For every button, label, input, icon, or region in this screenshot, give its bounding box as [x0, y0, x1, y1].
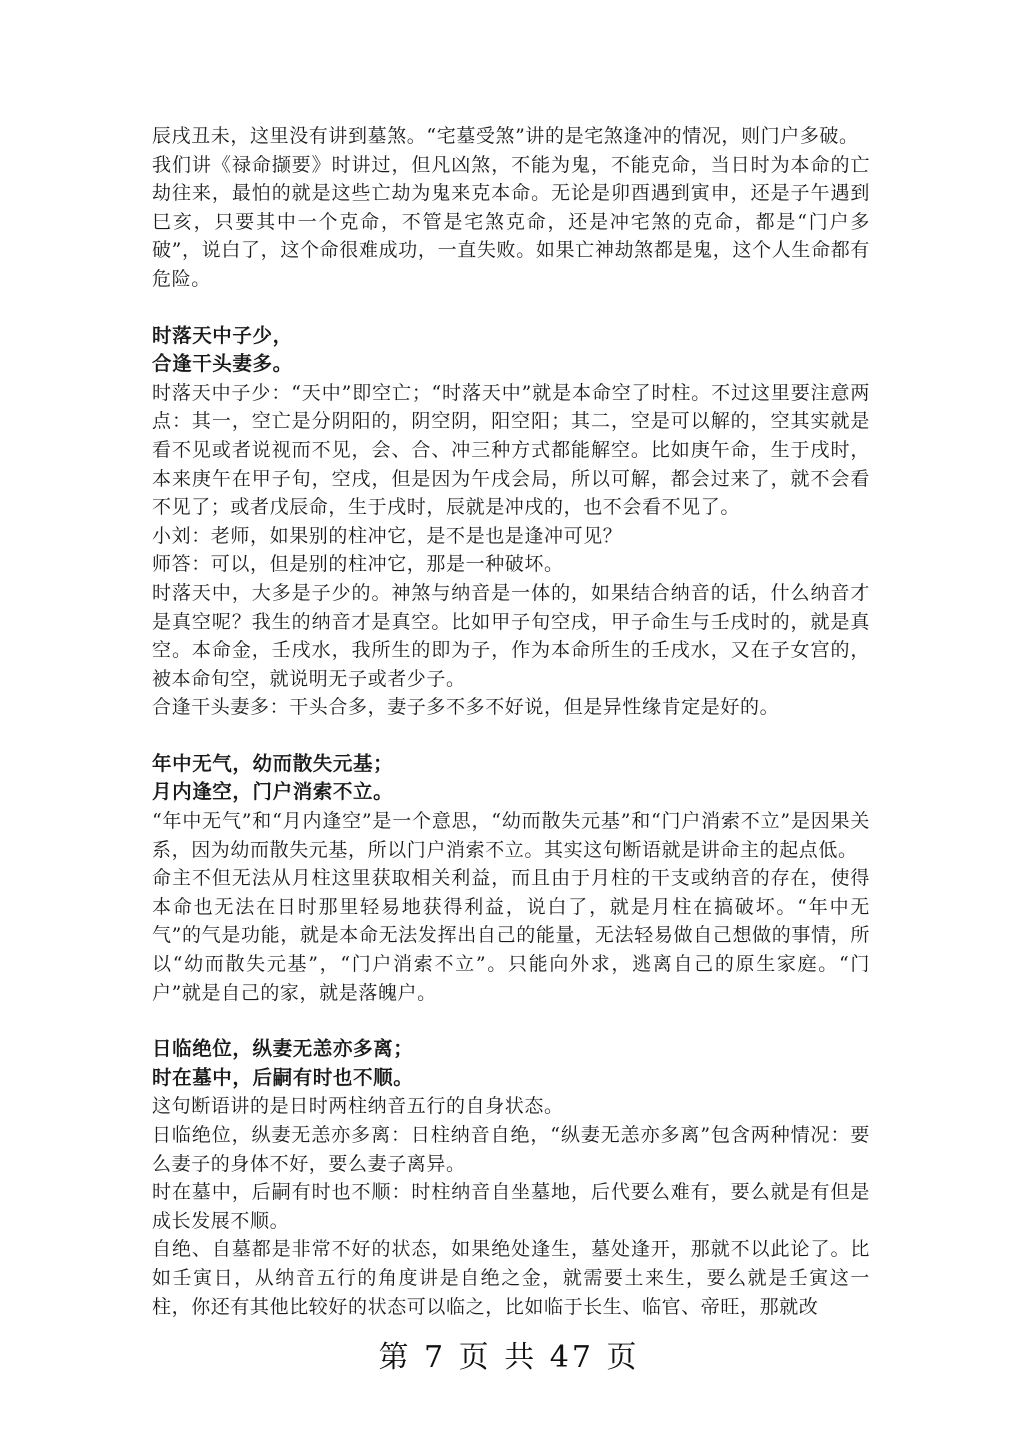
section-heading: 年中无气，幼而散失元基； [152, 751, 394, 775]
paragraph: 合逢干头妻多：干头合多，妻子多不多不好说，但是异性缘肯定是好的。 [152, 696, 780, 719]
paragraph: 时落天中子少：“天中”即空亡；“时落天中”就是本命空了时柱。不过这里要注意两点：其一，空亡是分阴阳的，阴空阴，阳空阳；其二，空是可以解的，空其实就是看不见或者说视而不见，会、合、冲三种方式都能解空。比如庚午命，生于戌时，本来庚午在甲子旬，空戌，但是因为午戌会局，所以可解，都会过来了，就不会看不见了；或者戊辰命，生于戌时，辰就是冲戌的，也不会看不见了。 [152, 381, 870, 519]
section-heading: 日临绝位，纵妻无恙亦多离； [152, 1037, 414, 1061]
section-heading: 合逢干头妻多。 [152, 352, 293, 376]
paragraph: 自绝、自墓都是非常不好的状态，如果绝处逢生，墓处逢开，那就不以此论了。比如壬寅日，从纳音五行的角度讲是自绝之金，就需要土来生，要么就是壬寅这一柱，你还有其他比较好的状态可以临之，比如临于长生、临官、帝旺，那就改 [152, 1238, 870, 1318]
paragraph: 时落天中，大多是子少的。神煞与纳音是一体的，如果结合纳音的话，什么纳音才是真空呢？我生的纳音才是真空。比如甲子旬空戌，甲子命生与壬戌时的，就是真空。本命金，壬戌水，我所生的即为子，作为本命所生的壬戌水，又在子女宫的，被本命旬空，就说明无子或者少子。 [152, 581, 870, 690]
document-body [152, 122, 870, 1321]
paragraph: 命主不但无法从月柱这里获取相关利益，而且由于月柱的干支或纳音的存在，使得本命也无法在日时那里轻易地获得利益，说白了，就是月柱在搞破坏。“年中无气”的气是功能，就是本命无法发挥出自己的能量，无法轻易做自己想做的事情，所以“幼而散失元基”，“门户消索不立”。只能向外求，逃离自己的原生家庭。“门户”就是自己的家，就是落魄户。 [152, 867, 870, 1004]
section-gap [152, 722, 870, 750]
section-gap [152, 1007, 870, 1035]
paragraph: 日临绝位，纵妻无恙亦多离：日柱纳音自绝，“纵妻无恙亦多离”包含两种情况：要么妻子的身体不好，要么妻子离异。 [152, 1124, 870, 1175]
paragraph: 师答：可以，但是别的柱冲它，那是一种破坏。 [152, 553, 564, 576]
section-gap [152, 294, 870, 322]
paragraph: 小刘：老师，如果别的柱冲它，是不是也是逢冲可见？ [152, 524, 623, 547]
page-number-footer: 第 7 页 共 47 页 [378, 1340, 640, 1375]
paragraph: 我们讲《禄命撷要》时讲过，但凡凶煞，不能为鬼，不能克命，当日时为本命的亡劫往来，最怕的就是这些亡劫为鬼来克本命。无论是卯酉遇到寅申，还是子午遇到巳亥，只要其中一个克命，不管是宅煞克命，还是冲宅煞的克命，都是“门户多破”，说白了，这个命很难成功，一直失败。如果亡神劫煞都是鬼，这个人生命都有危险。 [152, 153, 870, 290]
section-heading: 时落天中子少， [152, 323, 293, 347]
paragraph: 辰戌丑未，这里没有讲到墓煞。“宅墓受煞”讲的是宅煞逢冲的情况，则门户多破。 [152, 125, 859, 147]
section-heading: 月内逢空，门户消索不立。 [152, 780, 394, 804]
paragraph: 时在墓中，后嗣有时也不顺：时柱纳音自坐墓地，后代要么难有，要么就是有但是成长发展不顺。 [152, 1181, 870, 1232]
section-heading: 时在墓中，后嗣有时也不顺。 [152, 1065, 414, 1089]
paragraph: “年中无气”和“月内逢空”是一个意思，“幼而散失元基”和“门户消索不立”是因果关系，因为幼而散失元基，所以门户消索不立。其实这句断语就是讲命主的起点低。 [152, 810, 870, 861]
paragraph: 这句断语讲的是日时两柱纳音五行的自身状态。 [152, 1095, 564, 1118]
